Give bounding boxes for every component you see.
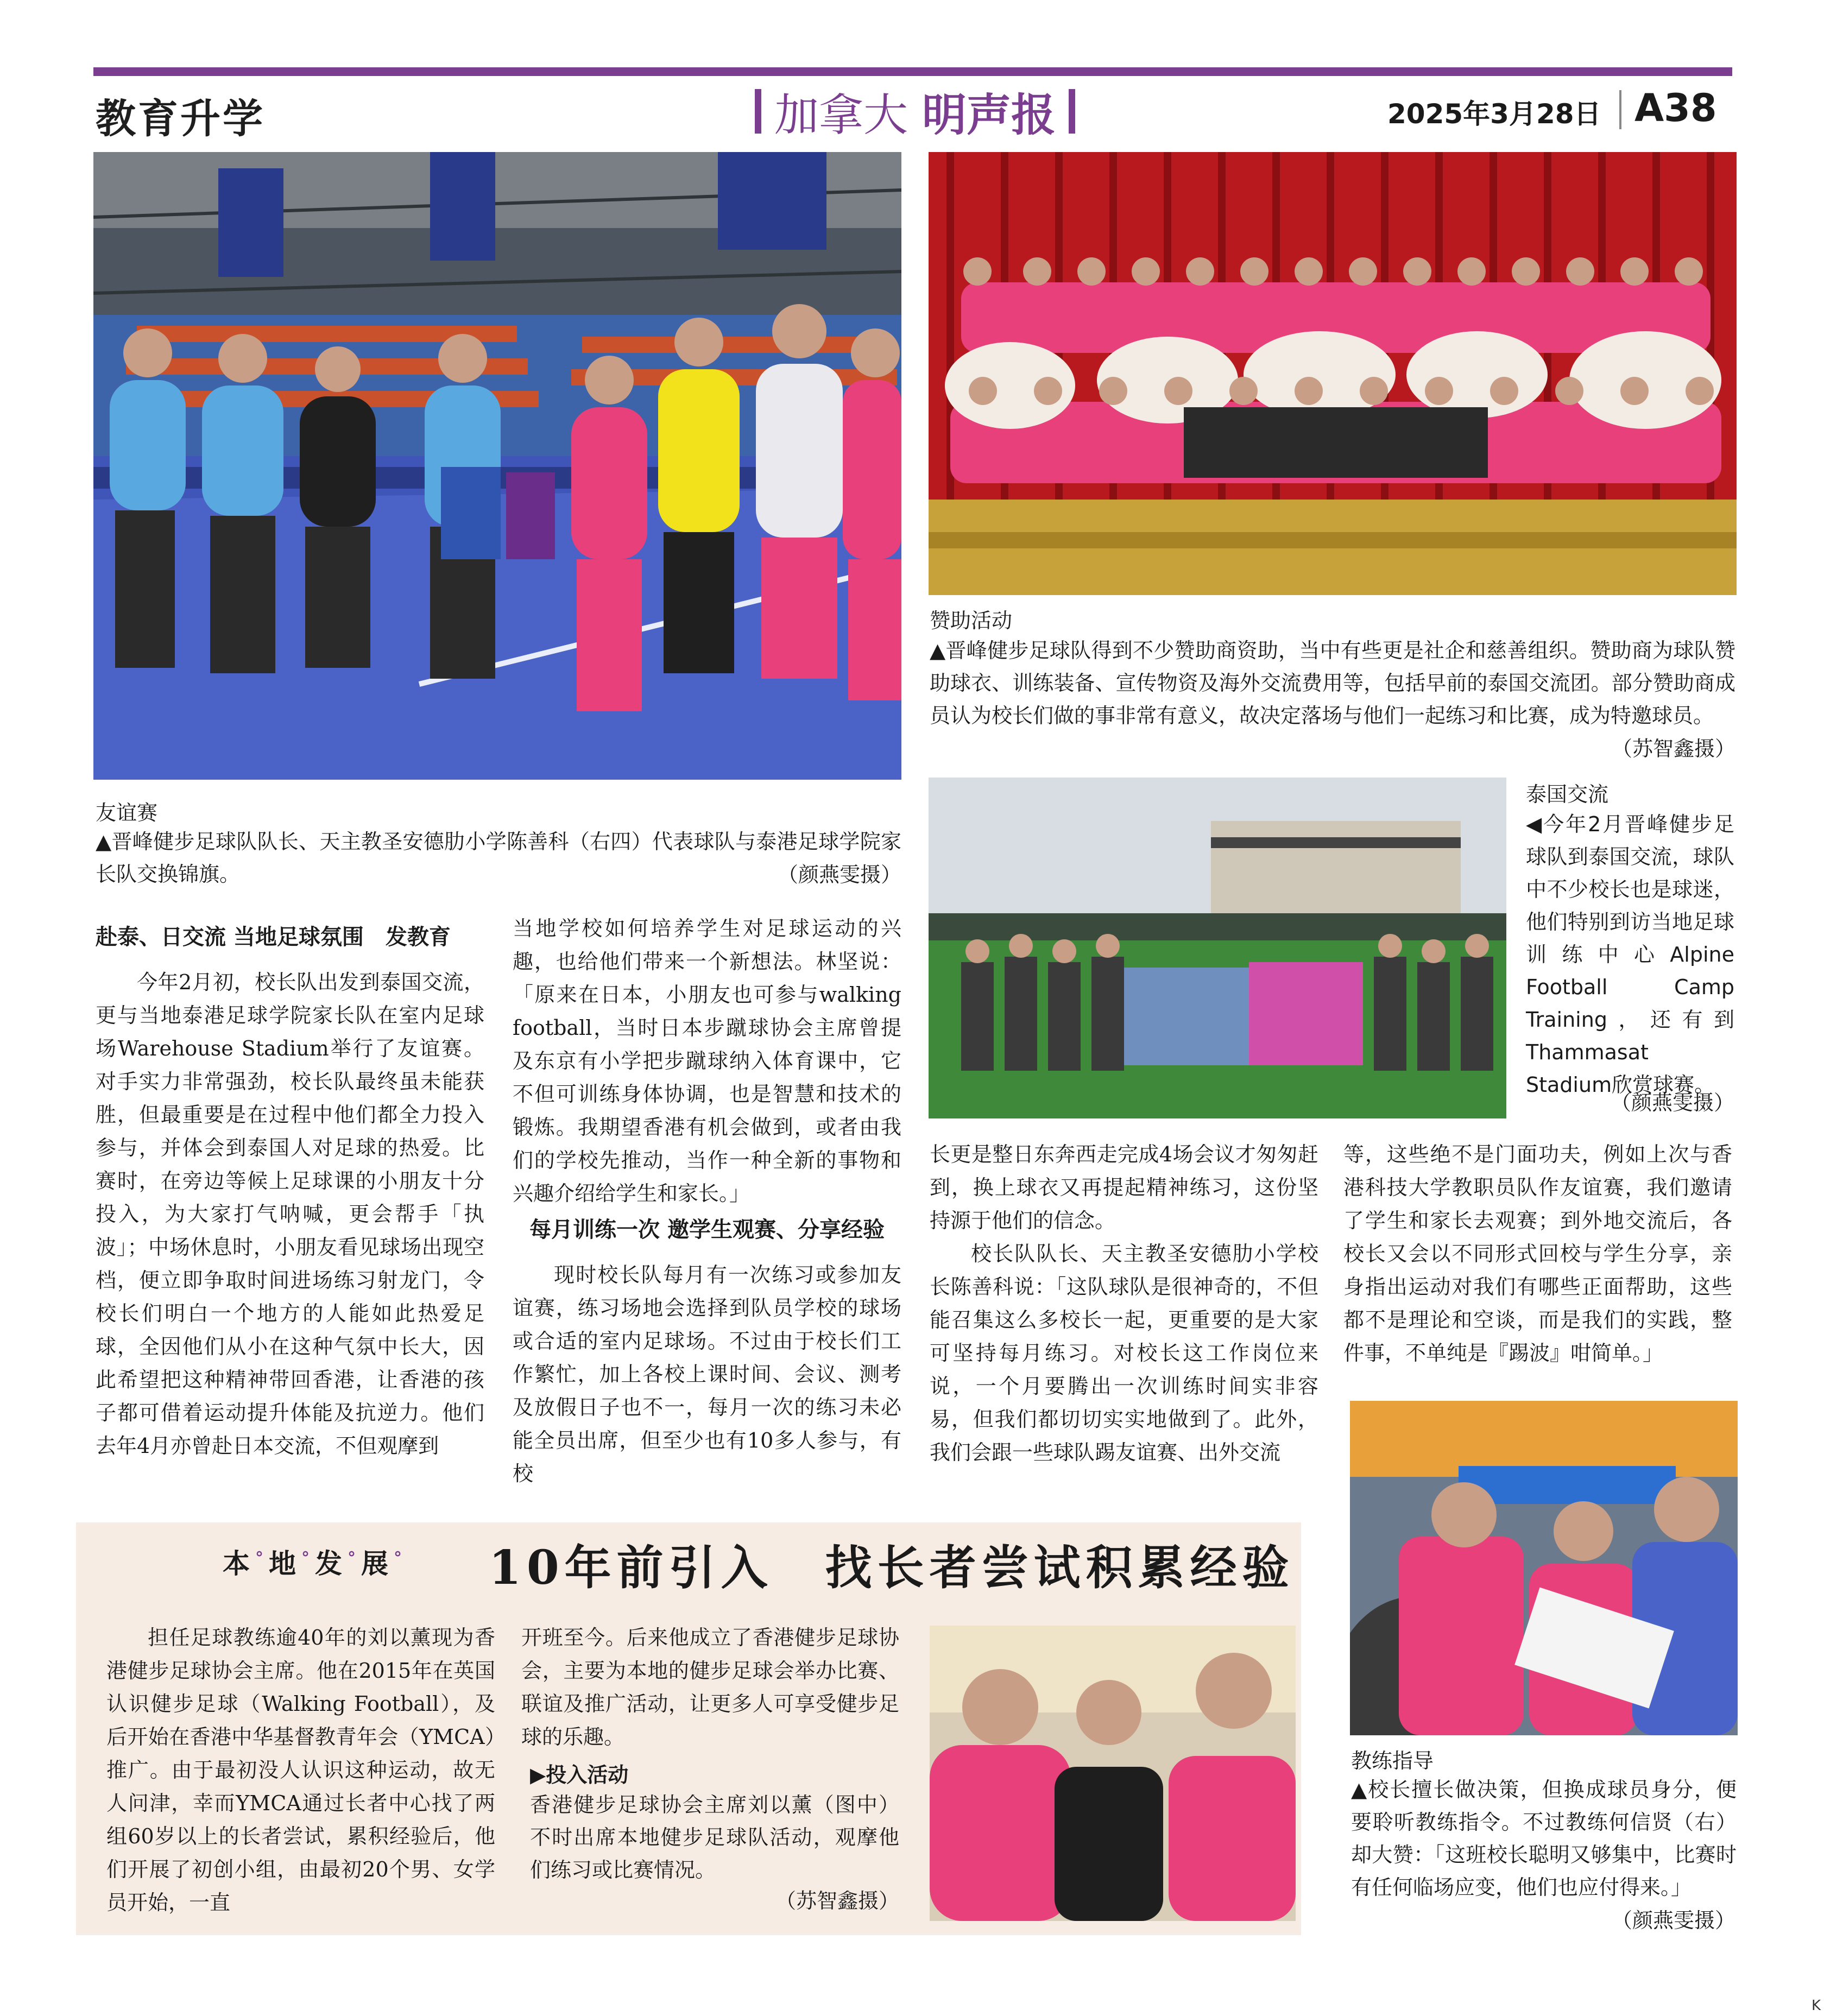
article-paragraph: 今年2月初，校长队出发到泰国交流，更与当地泰港足球学院家长队在室内足球场Warehouse Stadium举行了友谊赛。对手实力非常强劲，校长队最终虽未能获胜，但最重要是在过程中他们都全力投入参与，并体会到泰国人对足球的热爱。比赛时，在旁边等候上足球课的小朋友十分投入，为大家打气呐喊，更会帮手「执波」；中场休息时，小朋友看见球场出现空档，便立即争取时间进场练习射龙门，令校长们明白一个地方的人能如此热爱足球，全因他们从小在这种气氛中长大，因此希望把这种精神带回香港，让香港的孩子都可借着运动提升体能及抗逆力。他们去年4月亦曾赴日本交流，不但观摩到	[96, 970, 484, 1458]
header-divider	[1619, 90, 1621, 129]
box-section-label: 本 ° 地 ° 发 ° 展 °	[223, 1547, 404, 1579]
caption-friendly-match: ▲晋峰健步足球队队长、天主教圣安德肋小学陈善科（右四）代表球队与泰港足球学院家长队交换锦旗。	[96, 830, 901, 886]
caption-title-friendly-match: 友谊赛	[96, 801, 158, 825]
caption-title-chairman: ▶投入活动	[530, 1763, 629, 1787]
photo-sponsor-group	[929, 152, 1737, 595]
caption-sponsor: ▲晋峰健步足球队得到不少赞助商资助，当中有些更是社企和慈善组织。赞助商为球队赞助球衣、训练装备、宣传物资及海外交流费用等，包括早前的泰国交流团。部分赞助商成员认为校长们做的事非常有意义，故决定落场与他们一起练习和比赛，成为特邀球员。	[930, 639, 1735, 728]
article-paragraph: 校长队队长、天主教圣安德肋小学校长陈善科说：「这队球队是很神奇的，不但能召集这么多校长一起，更重要的是大家可坚持每月练习。对校长这工作岗位来说，一个月要腾出一次训练时间实非容易，但我们都切切实实地做到了。此外，我们会跟一些球队踢友谊赛、出外交流	[930, 1242, 1318, 1464]
credit-friendly-match: （颜燕雯摄）	[777, 863, 901, 887]
box-paragraph: 开班至今。后来他成立了香港健步足球协会，主要为本地的健步足球会举办比赛、联谊及推广活动，让更多人可享受健步足球的乐趣。	[521, 1626, 899, 1749]
box-paragraph: 担任足球教练逾40年的刘以薰现为香港健步足球协会主席。他在2015年在英国认识健步足球（Walking Football），及后开始在香港中华基督教青年会（YMCA）推广。由于最初没人认识这种运动，故无人问津，幸而YMCA通过长者中心找了两组60岁以上的长者尝试，累积经验后，他们开展了初创小组，由最初20个男、女学员开始，一直	[106, 1626, 495, 1914]
caption-title-sponsor: 赞助活动	[930, 609, 1013, 633]
credit-coach: （颜燕雯摄）	[1611, 1908, 1735, 1932]
masthead-text: 加拿大 明声报	[774, 89, 1056, 141]
credit-chairman: （苏智鑫摄）	[775, 1889, 899, 1913]
masthead	[741, 81, 1089, 141]
subhead-exchange: 赴泰、日交流 当地足球氛围 发教育	[96, 925, 451, 950]
box-column-1	[106, 1621, 495, 1919]
photo-association-chairman	[930, 1626, 1296, 1921]
article-column-2	[513, 912, 901, 1490]
issue-date: 2025年3月28日	[1387, 98, 1601, 130]
article-column-3	[930, 1138, 1318, 1469]
article-column-1	[96, 918, 484, 1463]
article-paragraph: 长更是整日东奔西走完成4场会议才匆匆赶到，换上球衣又再提起精神练习，这份坚持源于他们的信念。	[930, 1142, 1318, 1233]
masthead-bar-left	[755, 89, 761, 134]
masthead-bar-right	[1069, 89, 1075, 134]
photo-thailand-exchange	[929, 778, 1506, 1118]
page-number: A38	[1634, 86, 1717, 130]
header-rule	[93, 67, 1732, 76]
caption-title-coach: 教练指导	[1351, 1749, 1434, 1773]
article-column-4	[1343, 1138, 1732, 1370]
article-paragraph: 当地学校如何培养学生对足球运动的兴趣，也给他们带来一个新想法。林坚说：「原来在日本，小朋友也可参与walking football，当时日本步蹴球协会主席曾提及东京有小学把步蹴球纳入体育课中，它不但可训练身体协调，也是智慧和技术的锻炼。我期望香港有机会做到，或者由我们的学校先推动，当作一种全新的事物和兴趣介绍给学生和家长。」	[513, 917, 901, 1205]
box-column-2	[521, 1621, 899, 1754]
subhead-monthly-training: 每月训练一次 邀学生观赛、分享经验	[529, 1217, 885, 1242]
caption-chairman: 香港健步足球协会主席刘以薰（图中）不时出席本地健步足球队活动，观摩他们练习或比赛情况。	[530, 1793, 899, 1882]
box-headline: 10年前引入 找长者尝试积累经验	[489, 1540, 1295, 1595]
photo-friendly-match	[93, 152, 901, 780]
credit-sponsor: （苏智鑫摄）	[1611, 737, 1735, 761]
credit-thailand: （颜燕雯摄）	[1610, 1091, 1734, 1115]
caption-coach: ▲校长擅长做决策，但换成球员身分，便要聆听教练指令。不过教练何信贤（右）却大赞：「这班校长聪明又够集中，比赛时有任何临场应变，他们也应付得来。」	[1351, 1778, 1737, 1899]
caption-title-thailand: 泰国交流	[1526, 782, 1609, 806]
caption-thailand: ◀今年2月晋峰健步足球队到泰国交流，球队中不少校长也是球迷，他们特别到访当地足球训练中心Alpine Football Camp Training，还有到Thammasat Stadium欣赏球赛。	[1526, 812, 1734, 1097]
article-paragraph: 现时校长队每月有一次练习或参加友谊赛，练习场地会选择到队员学校的球场或合适的室内足球场。不过由于校长们工作繁忙，加上各校上课时间、会议、测考及放假日子也不一，每月一次的练习未必能全员出席，但至少也有10多人参与，有校	[513, 1263, 901, 1486]
article-paragraph: 等，这些绝不是门面功夫，例如上次与香港科技大学教职员队作友谊赛，我们邀请了学生和家长去观赛；到外地交流后，各校长又会以不同形式回校与学生分享，亲身指出运动对我们有哪些正面帮助，这些都不是理论和空谈，而是我们的实践，整件事，不单纯是『踢波』咁简单。」	[1343, 1142, 1732, 1365]
corner-mark: K	[1811, 1998, 1821, 2014]
section-title: 教育升学	[96, 96, 265, 142]
photo-coach-guidance	[1350, 1401, 1738, 1735]
